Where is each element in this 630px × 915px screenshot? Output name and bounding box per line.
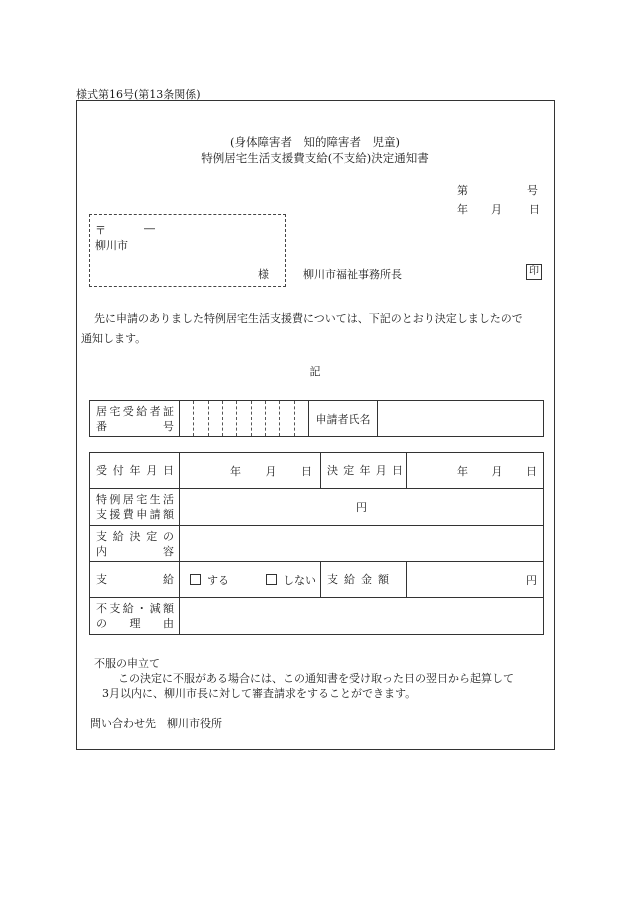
issuer-name: 柳川市福祉事務所長 xyxy=(303,268,402,281)
cert-digit-cell[interactable] xyxy=(237,401,251,436)
recipient-honorific: 様 xyxy=(258,268,269,281)
notice-text-line1: 先に申請のありました特例居宅生活支援費については、下記のとおり決定しましたので xyxy=(94,312,523,325)
decision-content-label: 支給決定の 内 容 xyxy=(90,526,180,562)
decision-table xyxy=(89,452,544,635)
applicant-name-field[interactable] xyxy=(378,401,544,437)
decision-content-field[interactable] xyxy=(180,526,544,562)
appeal-text-line1: この決定に不服がある場合には、この通知書を受け取った日の翌日から起算して xyxy=(118,672,514,685)
seal-stamp: 印 xyxy=(526,264,542,280)
decision-date-label: 決定年月日 xyxy=(321,453,407,489)
appeal-heading: 不服の申立て xyxy=(94,657,160,670)
applicant-name-label: 申請者氏名 xyxy=(309,401,378,437)
amount-paid-field[interactable]: 円 xyxy=(407,562,544,598)
ki-heading: 記 xyxy=(309,365,321,378)
option-yes[interactable]: する xyxy=(190,572,229,588)
payment-label: 支 給 xyxy=(90,562,180,598)
reason-label: 不支給・減額 の 理 由 xyxy=(90,598,180,635)
cert-digit-cell[interactable] xyxy=(223,401,237,436)
receipt-date-field[interactable]: 年 月 日 xyxy=(180,453,321,489)
contact-info: 問い合わせ先 柳川市役所 xyxy=(90,717,222,730)
receipt-date-label: 受付年月日 xyxy=(90,453,180,489)
requested-amount-field[interactable]: 円 xyxy=(180,489,544,526)
form-number: 様式第16号(第13条関係) xyxy=(76,88,201,101)
cert-digit-cell[interactable] xyxy=(252,401,266,436)
postal-dash: ― xyxy=(144,222,155,235)
issue-date-day: 日 xyxy=(529,203,540,216)
checkbox-yes[interactable] xyxy=(190,574,201,585)
cert-digit-cell[interactable] xyxy=(209,401,223,436)
cert-digit-cell[interactable] xyxy=(280,401,294,436)
appeal-text-line2: 3月以内に、柳川市長に対して審査請求をすることができます。 xyxy=(102,687,417,700)
postal-mark: 〒 xyxy=(95,224,106,237)
cert-digit-cell[interactable] xyxy=(194,401,208,436)
cert-number-digits[interactable] xyxy=(180,401,309,437)
requested-amount-label: 特例居宅生活 支援費申請額 xyxy=(90,489,180,526)
issue-date-year: 年 xyxy=(457,203,468,216)
cert-digit-cell[interactable] xyxy=(266,401,280,436)
doc-number-dai: 第 xyxy=(457,184,468,197)
certificate-table xyxy=(89,400,544,437)
document-title: 特例居宅生活支援費支給(不支給)決定通知書 xyxy=(201,151,429,165)
cert-number-label: 居宅受給者証 番 号 xyxy=(90,401,180,437)
recipient-city: 柳川市 xyxy=(95,239,128,252)
issue-date-month: 月 xyxy=(491,203,502,216)
doc-number-go: 号 xyxy=(527,184,538,197)
amount-paid-label: 支給金額 xyxy=(321,562,407,598)
reason-field[interactable] xyxy=(180,598,544,635)
title-category: (身体障害者 知的障害者 児童) xyxy=(230,135,400,149)
cert-digit-cell[interactable] xyxy=(180,401,194,436)
cert-digit-cell[interactable] xyxy=(295,401,308,436)
checkbox-no[interactable] xyxy=(266,574,277,585)
notice-text-line2: 通知します。 xyxy=(81,332,147,345)
payment-options xyxy=(180,562,321,598)
decision-date-field[interactable]: 年 月 日 xyxy=(407,453,544,489)
option-no[interactable]: しない xyxy=(266,572,316,588)
